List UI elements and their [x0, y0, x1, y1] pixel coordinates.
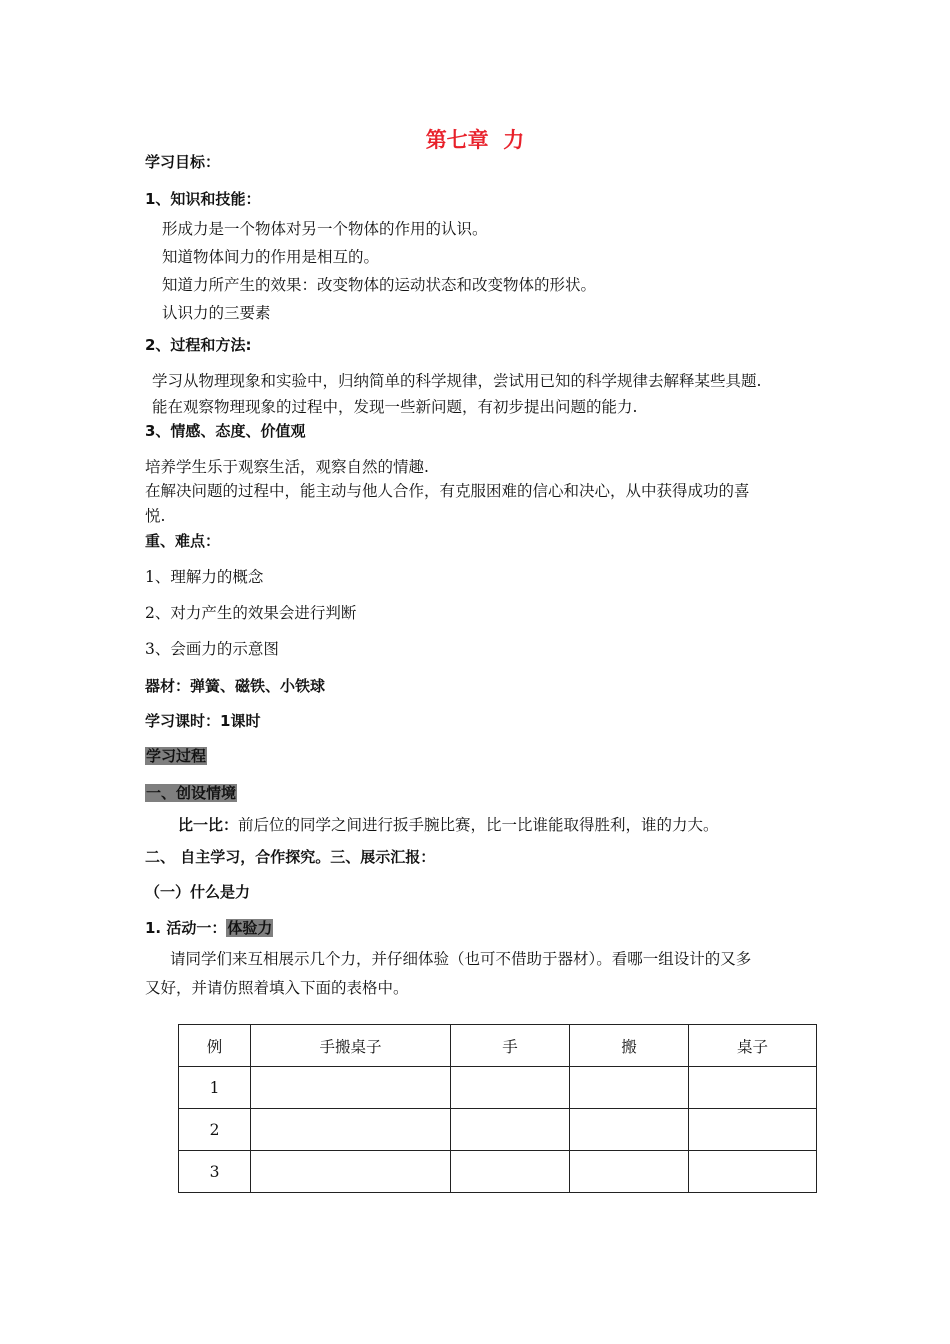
table-cell: 1	[179, 1067, 251, 1109]
key-point-item: 1、理解力的概念	[145, 568, 264, 586]
table-header-row	[179, 1025, 817, 1067]
highlighted-heading: 学习过程	[146, 747, 207, 765]
table-header-cell: 桌子	[689, 1025, 817, 1067]
class-hours-line: 学习课时：1课时	[145, 712, 261, 730]
process-heading: 2、过程和方法:	[145, 336, 252, 354]
table-cell[interactable]	[570, 1109, 689, 1151]
knowledge-line: 形成力是一个物体对另一个物体的作用的认识。	[162, 220, 488, 238]
table-cell[interactable]	[689, 1151, 817, 1193]
knowledge-heading: 1、知识和技能：	[145, 190, 261, 208]
table-cell[interactable]	[451, 1151, 570, 1193]
emotion-line: 培养学生乐于观察生活，观察自然的情趣.	[145, 458, 429, 476]
table-header-cell: 手搬桌子	[251, 1025, 451, 1067]
process-section-heading	[145, 746, 207, 766]
table-cell[interactable]	[251, 1109, 451, 1151]
table-cell[interactable]	[689, 1109, 817, 1151]
subsection-heading: （一）什么是力	[145, 883, 251, 901]
knowledge-line: 知道力所产生的效果：改变物体的运动状态和改变物体的形状。	[162, 276, 597, 294]
emotion-line: 悦.	[145, 507, 166, 525]
bold-prefix: 比一比：	[178, 816, 239, 834]
emotion-heading: 3、情感、态度、价值观	[145, 422, 306, 440]
objectives-heading: 学习目标：	[145, 153, 221, 171]
key-point-item: 2、对力产生的效果会进行判断	[145, 604, 357, 622]
table-cell[interactable]	[451, 1109, 570, 1151]
activity-line: 请同学们来互相展示几个力，并仔细体验（也可不借助于器材）。看哪一组设计的又多	[170, 950, 752, 968]
table-cell[interactable]	[451, 1067, 570, 1109]
key-points-heading: 重、难点：	[145, 532, 221, 550]
table-header-cell: 搬	[570, 1025, 689, 1067]
knowledge-line: 认识力的三要素	[162, 304, 271, 322]
table-row	[179, 1067, 817, 1109]
page-title: 第七章 力	[425, 128, 525, 152]
force-table	[178, 1024, 817, 1193]
equipment-line: 器材：弹簧、磁铁、小铁球	[145, 677, 326, 695]
process-line: 能在观察物理现象的过程中，发现一些新问题，有初步提出问题的能力.	[152, 398, 638, 416]
table-header-cell: 例	[179, 1025, 251, 1067]
emotion-line: 在解决问题的过程中，能主动与他人合作，有克服困难的信心和决心，从中获得成功的喜	[145, 482, 750, 500]
table-cell[interactable]	[689, 1067, 817, 1109]
knowledge-line: 知道物体间力的作用是相互的。	[162, 248, 380, 266]
highlighted-heading: 一、创设情境	[146, 784, 237, 802]
table-cell[interactable]	[251, 1151, 451, 1193]
section1-heading	[145, 783, 237, 803]
section2-heading: 二、 自主学习，合作探究。三、展示汇报：	[145, 848, 436, 866]
table-row	[179, 1109, 817, 1151]
table-cell[interactable]	[570, 1067, 689, 1109]
process-line: 学习从物理现象和实验中，归纳简单的科学规律，尝试用已知的科学规律去解释某些具题.	[152, 372, 762, 390]
table-cell[interactable]	[251, 1067, 451, 1109]
table-header-cell: 手	[451, 1025, 570, 1067]
activity-label: 1. 活动一：	[145, 919, 227, 937]
table-cell: 3	[179, 1151, 251, 1193]
section1-body: 前后位的同学之间进行扳手腕比赛，比一比谁能取得胜利，谁的力大。	[238, 816, 719, 834]
table-cell: 2	[179, 1109, 251, 1151]
table-row	[179, 1151, 817, 1193]
section1-text	[178, 815, 719, 835]
activity-heading	[145, 918, 273, 938]
table-cell[interactable]	[570, 1151, 689, 1193]
activity-line: 又好，并请仿照着填入下面的表格中。	[145, 979, 409, 997]
highlighted-activity: 体验力	[227, 919, 273, 937]
key-point-item: 3、会画力的示意图	[145, 640, 279, 658]
